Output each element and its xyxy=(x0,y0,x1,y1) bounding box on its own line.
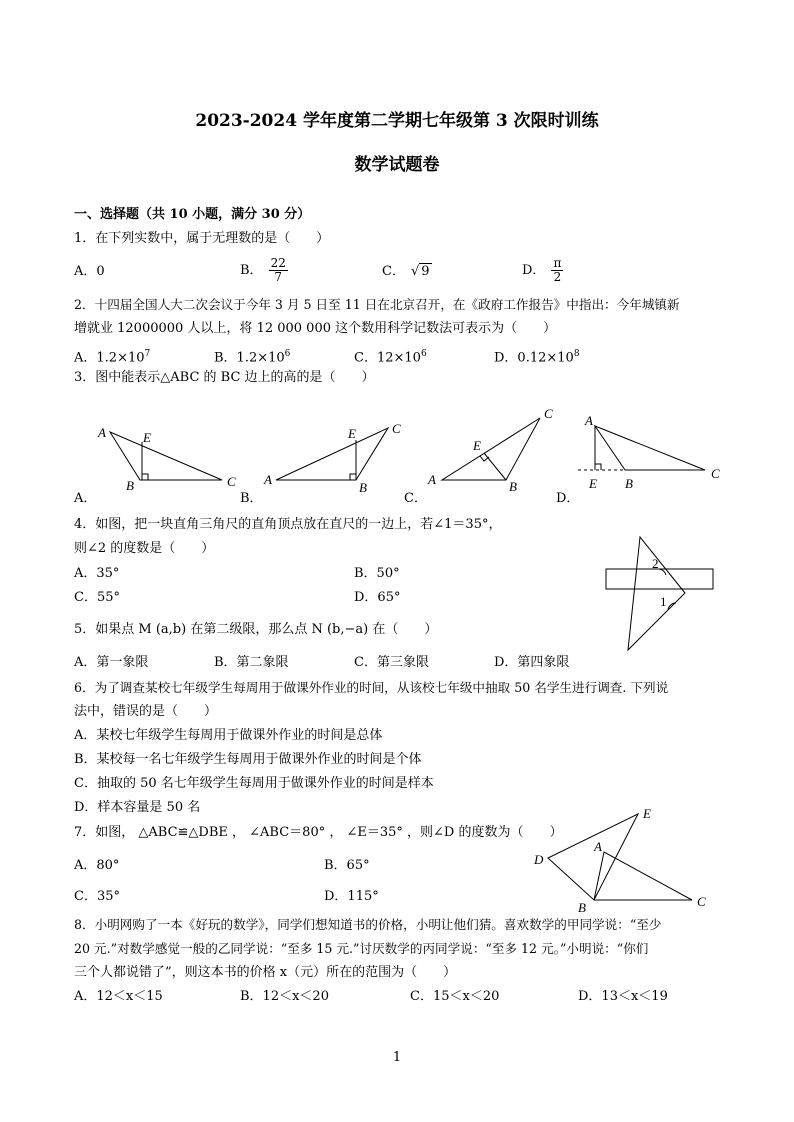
q3d-label-c: C xyxy=(711,466,720,481)
q3b-label-b: B xyxy=(359,480,367,495)
q1-option-b-label: B． xyxy=(240,263,263,278)
q3c-label-a: A xyxy=(428,472,436,487)
q3b-label-e: E xyxy=(348,426,356,441)
q3-figures xyxy=(0,400,794,520)
q3-option-b: B． xyxy=(240,491,263,506)
q2-a-exp: 7 xyxy=(144,349,151,359)
q1-option-c xyxy=(382,264,432,280)
q2-b-exp: 6 xyxy=(284,349,291,359)
q5-option-b: B．第二象限 xyxy=(214,655,289,670)
q2-d-base: D．0.12×10 xyxy=(494,350,574,366)
q8-option-b: B．12＜x＜20 xyxy=(240,989,329,1004)
q8-option-c: C．15＜x＜20 xyxy=(410,989,500,1004)
angle-2-arc xyxy=(659,569,666,575)
q5-option-a: A．第一象限 xyxy=(74,655,149,670)
q2-option-a xyxy=(74,346,150,366)
q3c-label-c: C xyxy=(544,406,553,421)
sqrt-icon: √ xyxy=(410,264,420,279)
q3-stem: 3．图中能表示△ABC 的 BC 边上的高的是（ ） xyxy=(74,370,375,385)
q6-option-b: B．某校每一名七年级学生每周用于做课外作业的时间是个体 xyxy=(74,752,422,767)
q5-option-d: D．第四象限 xyxy=(494,655,570,670)
q7-option-c: C．35° xyxy=(74,889,120,904)
q6-line1: 6．为了调查某校七年级学生每周用于做课外作业的时间，从该校七年级中抽取 50 名学生进行调查. 下列说 xyxy=(74,680,669,695)
q3c-label-b: B xyxy=(509,479,517,494)
triangle-abc xyxy=(594,852,692,900)
q6-option-a: A．某校七年级学生每周用于做课外作业的时间是总体 xyxy=(74,728,383,743)
q7-option-d: D．115° xyxy=(324,889,379,904)
q3b-label-a: A xyxy=(264,472,272,487)
radicand: 9 xyxy=(421,264,430,279)
q2-c-exp: 6 xyxy=(420,349,427,359)
q3a-label-b: B xyxy=(126,478,134,493)
ruler xyxy=(606,569,713,589)
q1-option-d-label: D． xyxy=(522,263,546,278)
q2-option-c xyxy=(354,346,427,366)
q3-option-c: C． xyxy=(404,491,427,506)
q7-option-a: A．80° xyxy=(74,858,120,873)
q3a-label-c: C xyxy=(227,474,236,489)
q3a-label-e: E xyxy=(143,430,151,445)
q2-b-base: B．1.2×10 xyxy=(214,350,285,366)
q2-option-b xyxy=(214,346,290,366)
q1-option-c-label: C． xyxy=(382,264,405,279)
q5-stem: 5．如果点 M (a,b) 在第二级限，那么点 N (b,−a) 在（ ） xyxy=(74,622,438,637)
q4-option-a: A．35° xyxy=(74,566,120,581)
numerator: 22 xyxy=(270,256,286,270)
exam-subtitle: 数学试题卷 xyxy=(354,155,440,175)
q3a-label-a: A xyxy=(98,425,106,440)
q3-figure-c xyxy=(442,418,540,480)
q1-option-b xyxy=(240,256,288,286)
q4-option-b: B．50° xyxy=(354,566,400,581)
q4-option-c: C．55° xyxy=(74,590,120,605)
angle-2-label: 2 xyxy=(652,556,659,571)
q1-option-d xyxy=(522,256,563,286)
q8-line2: 20 元.”对数学感觉一般的乙同学说：“至多 15 元.”讨厌数学的丙同学说：“至多 12 元。”小明说：“你们 xyxy=(74,941,649,956)
q6-option-c: C．抽取的 50 名七年级学生每周用于做课外作业的时间是样本 xyxy=(74,776,434,791)
denominator: 2 xyxy=(553,270,562,284)
q2-option-d xyxy=(494,346,580,366)
q3-figure-a xyxy=(110,432,222,480)
q7-label-c: C xyxy=(697,894,706,909)
q3d-label-a: A xyxy=(585,413,593,428)
q8-option-a: A．12＜x＜15 xyxy=(74,989,163,1004)
q8-line1: 8．小明网购了一本《好玩的数学》，同学们想知道书的价格，小明让他们猜。喜欢数学的甲同学说：“至少 xyxy=(74,917,662,932)
q6-option-d: D．样本容量是 50 名 xyxy=(74,800,201,815)
q2-line1: 2．十四届全国人大二次会议于今年 3 月 5 日至 11 日在北京召开，在《政府工作报告》中指出：今年城镇新 xyxy=(74,297,680,312)
q2-c-base: C．12×10 xyxy=(354,350,421,366)
q7-label-e: E xyxy=(643,806,651,821)
angle-1-label: 1 xyxy=(660,594,667,609)
q7-label-a: A xyxy=(594,839,602,854)
q1-option-a: A．0 xyxy=(74,264,105,279)
exam-title: 2023-2024 学年度第二学期七年级第 3 次限时训练 xyxy=(195,111,599,131)
q2-a-base: A．1.2×10 xyxy=(74,350,145,366)
q7-label-d: D xyxy=(534,852,544,867)
q5-option-c: C．第三象限 xyxy=(354,655,429,670)
q7-label-b: B xyxy=(578,900,586,915)
triangle-dbe xyxy=(548,814,638,900)
sqrt-expression xyxy=(411,264,432,280)
q7-option-b: B．65° xyxy=(324,858,370,873)
q6-line2: 法中，错误的是（ ） xyxy=(74,704,218,719)
set-square xyxy=(628,537,685,650)
q7-figure xyxy=(0,800,794,920)
q7-stem: 7．如图， △ABC≌△DBE ， ∠ABC＝80° ， ∠E＝35° ，则∠D 的度数为（ ） xyxy=(74,825,563,840)
q4-option-d: D．65° xyxy=(354,590,401,605)
fraction xyxy=(551,257,563,284)
section-heading: 一、选择题（共 10 小题，满分 30 分） xyxy=(74,207,311,222)
q2-d-exp: 8 xyxy=(573,349,580,359)
denominator: 7 xyxy=(274,270,283,284)
q3b-label-c: C xyxy=(392,421,401,436)
q3-option-d: D． xyxy=(556,491,580,506)
q4-line1: 4．如图，把一块直角三角尺的直角顶点放在直尺的一边上，若∠1＝35°， xyxy=(74,517,502,532)
page-number: 1 xyxy=(392,1050,402,1065)
q2-line2: 增就业 12000000 人以上，将 12 000 000 这个数用科学记数法可表示为（ ） xyxy=(74,321,557,336)
q3-option-a: A． xyxy=(74,491,97,506)
q8-option-d: D．13＜x＜19 xyxy=(578,989,668,1004)
q3d-label-e: E xyxy=(589,476,597,491)
q3d-label-b: B xyxy=(625,476,633,491)
q3c-label-e: E xyxy=(473,438,481,453)
fraction xyxy=(269,257,288,284)
q3-figure-d xyxy=(578,426,705,470)
q4-line2: 则∠2 的度数是（ ） xyxy=(74,541,215,556)
q1-stem: 1．在下列实数中，属于无理数的是（ ） xyxy=(74,231,330,246)
q3-figure-b xyxy=(276,428,388,480)
q8-line3: 三个人都说错了”，则这本书的价格 x（元）所在的范围为（ ） xyxy=(74,965,457,980)
numerator: π xyxy=(553,256,562,270)
